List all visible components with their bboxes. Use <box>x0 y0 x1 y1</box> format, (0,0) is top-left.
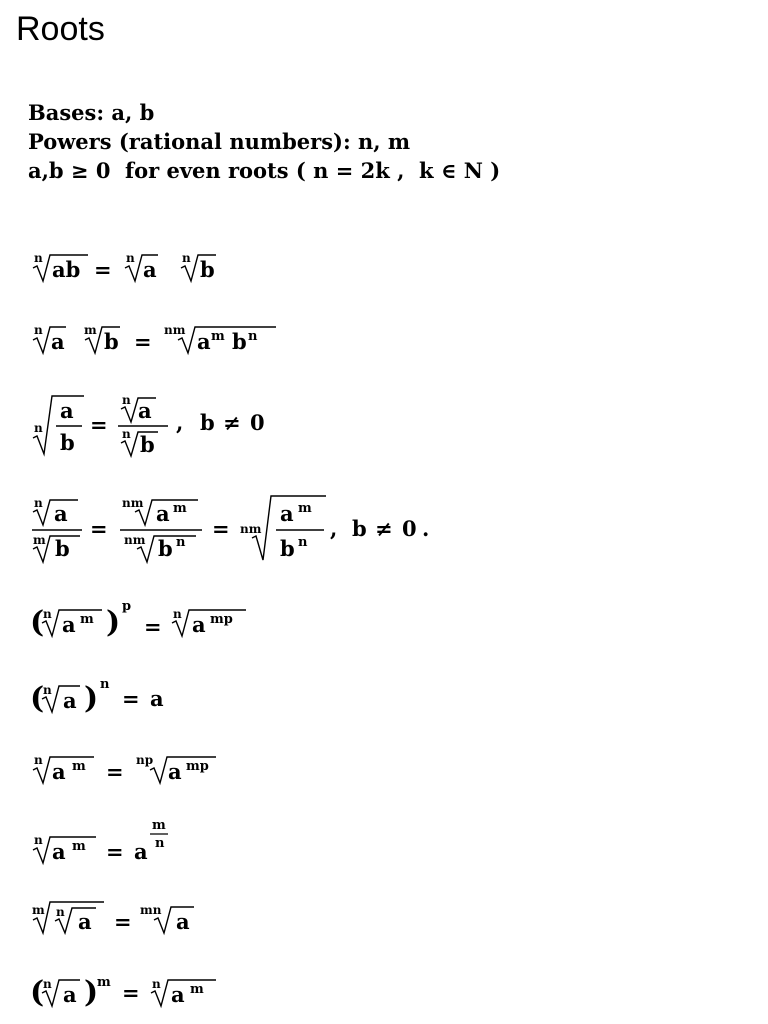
root-index: n <box>34 323 43 337</box>
root-index: n <box>126 251 135 265</box>
denominator-base: b <box>280 536 295 561</box>
equals-sign: = <box>144 614 162 639</box>
condition-value: 0 <box>250 410 265 435</box>
radicand-base: a <box>171 982 185 1007</box>
radicand: a <box>143 257 157 282</box>
radicand-base: a <box>52 759 66 784</box>
exponent: mp <box>210 612 233 627</box>
outer-exponent: p <box>122 599 132 614</box>
exponent: m <box>72 759 86 774</box>
definition-powers: Powers (rational numbers): n, m <box>28 129 411 154</box>
root-index: m <box>84 323 97 337</box>
formula-root-to-index-power <box>30 672 190 716</box>
formula-product-rule <box>30 248 250 284</box>
equals-sign: = <box>90 516 108 541</box>
condition-value: 0 <box>402 516 417 541</box>
not-equal-sign: ≠ <box>223 410 241 435</box>
root-index: n <box>34 421 43 435</box>
radicand-base: a <box>168 759 182 784</box>
root-index: m <box>32 903 45 917</box>
not-equal-sign: ≠ <box>375 516 393 541</box>
formula-quotient-rule <box>30 392 290 458</box>
right-parenthesis: ) <box>84 681 99 716</box>
radicand: a <box>63 688 77 713</box>
equals-sign: = <box>106 839 124 864</box>
denominator: b <box>60 430 75 455</box>
radicand: a <box>78 909 92 934</box>
root-index: n <box>34 251 43 265</box>
condition-variable: b <box>352 516 367 541</box>
root-index: m <box>33 533 46 547</box>
right-parenthesis: ) <box>106 605 121 640</box>
exponent: m <box>190 982 204 997</box>
outer-exponent: n <box>100 677 110 692</box>
result: a <box>150 686 164 711</box>
root-index: nm <box>124 533 146 547</box>
formula-rational-exponent <box>30 816 210 868</box>
root-index: nm <box>164 323 186 337</box>
numerator: a <box>138 398 152 423</box>
formula-nested-roots <box>30 898 230 938</box>
root-index: n <box>43 683 52 697</box>
exponent: mp <box>186 759 209 774</box>
formula-nested-roots-svg <box>30 898 230 938</box>
denominator: b <box>140 432 155 457</box>
equals-sign: = <box>122 980 140 1005</box>
radicand: a <box>63 982 77 1007</box>
comma: , <box>176 410 184 435</box>
numerator-base: a <box>156 501 170 526</box>
root-index: n <box>34 496 43 510</box>
radicand-base: b <box>232 329 247 354</box>
formula-rational-exponent-svg <box>30 816 210 868</box>
denominator: b <box>55 536 70 561</box>
condition-variable: b <box>200 410 215 435</box>
left-parenthesis: ( <box>30 975 45 1010</box>
radicand-base: a <box>192 612 206 637</box>
formula-expand-index-svg <box>30 748 250 788</box>
root-index: n <box>182 251 191 265</box>
equals-sign: = <box>114 909 132 934</box>
equals-sign: = <box>122 686 140 711</box>
exponent-denominator: n <box>155 836 165 851</box>
formula-quotient-rule-svg <box>30 392 290 458</box>
outer-exponent: m <box>97 975 111 990</box>
exponent: m <box>298 501 312 516</box>
equals-sign: = <box>212 516 230 541</box>
radicand: a <box>51 329 65 354</box>
formula-root-power-swap <box>30 966 250 1012</box>
radicand-base: a <box>197 329 211 354</box>
radicand: a <box>176 909 190 934</box>
definitions-block <box>28 98 500 185</box>
numerator: a <box>54 501 68 526</box>
root-index: np <box>136 753 154 767</box>
numerator-base: a <box>280 501 294 526</box>
definition-bases: Bases: a, b <box>28 100 155 125</box>
exponent: n <box>176 535 186 550</box>
radicand-base: a <box>52 839 66 864</box>
left-parenthesis: ( <box>30 605 45 640</box>
root-index: n <box>43 977 52 991</box>
formula-power-of-root-svg <box>30 596 270 640</box>
page-title: Roots <box>16 10 105 48</box>
formula-power-of-root <box>30 596 270 640</box>
exponent: m <box>211 329 225 344</box>
radicand: b <box>200 257 215 282</box>
radical-sign <box>172 610 246 636</box>
formula-expand-index <box>30 748 250 788</box>
formula-different-index-quotient-svg <box>30 488 450 564</box>
formula-different-index-product <box>30 320 290 356</box>
left-parenthesis: ( <box>30 681 45 716</box>
root-index: n <box>43 607 52 621</box>
root-index: n <box>122 427 131 441</box>
base: a <box>134 839 148 864</box>
exponent-numerator: m <box>152 818 166 833</box>
right-parenthesis: ) <box>84 975 99 1010</box>
formula-product-rule-svg <box>30 248 250 284</box>
radicand: b <box>104 329 119 354</box>
exponent: m <box>80 612 94 627</box>
exponent: n <box>248 329 258 344</box>
radicand: ab <box>52 257 81 282</box>
period: . <box>422 516 430 541</box>
root-index: n <box>122 393 131 407</box>
numerator: a <box>60 398 74 423</box>
root-index: mn <box>140 903 162 917</box>
root-index: nm <box>122 496 144 510</box>
root-index: n <box>173 607 182 621</box>
denominator-base: b <box>158 536 173 561</box>
formula-different-index-product-svg <box>30 320 290 356</box>
root-index: n <box>56 905 65 919</box>
exponent: m <box>72 839 86 854</box>
formula-root-to-index-power-svg <box>30 672 190 716</box>
definition-even-roots: a,b ≥ 0 for even roots ( n = 2k , k ∈ N ) <box>28 158 501 183</box>
radical-sign <box>178 327 276 353</box>
equals-sign: = <box>90 412 108 437</box>
root-index: n <box>152 977 161 991</box>
formula-root-power-swap-svg <box>30 966 250 1012</box>
formula-different-index-quotient <box>30 488 450 564</box>
root-index: n <box>34 753 43 767</box>
exponent: n <box>298 535 308 550</box>
equals-sign: = <box>134 329 152 354</box>
radicand-base: a <box>62 612 76 637</box>
exponent: m <box>173 501 187 516</box>
equals-sign: = <box>106 759 124 784</box>
equals-sign: = <box>94 257 112 282</box>
comma: , <box>330 516 338 541</box>
root-index: n <box>34 833 43 847</box>
root-index: nm <box>240 522 262 536</box>
